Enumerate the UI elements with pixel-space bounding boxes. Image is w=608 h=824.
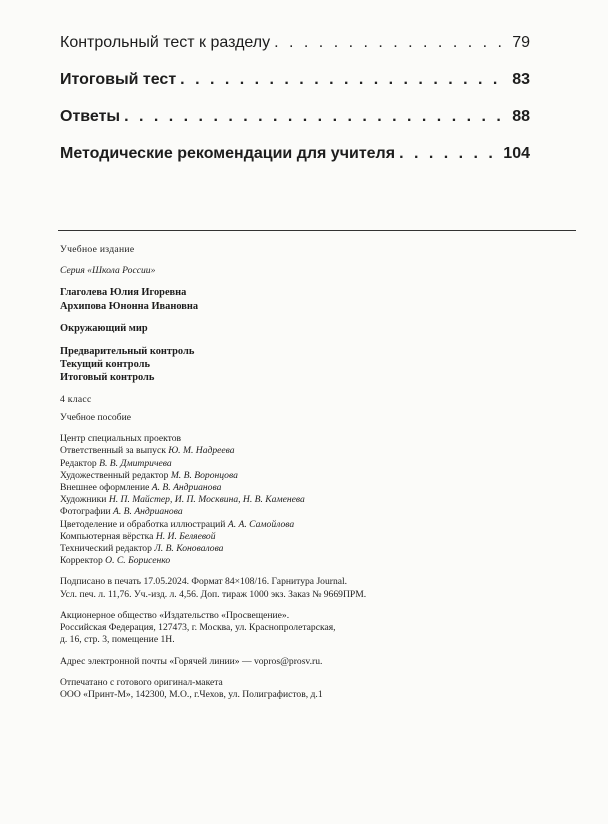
toc-leader-dots — [274, 34, 506, 52]
toc-title: Ответы — [60, 108, 121, 125]
staff-line: Художественный редактор М. В. Воронцова — [60, 469, 238, 481]
print-info-2: Усл. печ. л. 11,76. Уч.-изд. л. 4,56. Доп. тираж 1000 экз. Заказ № 9669ПРМ. — [60, 588, 367, 600]
divider-rule — [58, 230, 576, 231]
toc-title: Контрольный тест к разделу — [60, 34, 271, 51]
toc-page-number: 88 — [512, 108, 530, 125]
staff-line: Ответственный за выпуск Ю. М. Надреева — [60, 445, 235, 457]
toc-leader-dots — [124, 108, 506, 126]
toc-page-number: 79 — [512, 34, 530, 51]
toc-page-number: 83 — [512, 71, 530, 88]
grade: 4 класс — [60, 393, 92, 405]
table-of-contents — [60, 34, 530, 182]
staff-line: Редактор В. В. Дмитричева — [60, 457, 172, 469]
staff-line: Цветоделение и обработка иллюстраций А. А. Самойлова — [60, 518, 295, 530]
control-type-1: Предварительный контроль — [60, 345, 195, 357]
staff-line: Компьютерная вёрстка Н. И. Беляевой — [60, 530, 216, 542]
book-type: Учебное пособие — [60, 412, 131, 424]
hotline-email: Адрес электронной почты «Горячей линии» — vopros@prosv.ru. — [60, 655, 323, 667]
publisher-line-3: д. 16, стр. 3, помещение 1Н. — [60, 634, 175, 646]
special-projects-center: Центр специальных проектов — [60, 433, 182, 445]
toc-entry-final-test — [60, 71, 530, 108]
toc-entry-control-test — [60, 34, 530, 71]
imprint-block — [60, 244, 540, 701]
toc-entry-teacher-guide — [60, 145, 530, 182]
staff-line: Фотографии А. В. Андрианова — [60, 506, 183, 518]
author-2: Архипова Юнонна Ивановна — [60, 300, 199, 312]
subject-title: Окружающий мир — [60, 323, 148, 335]
edition-type: Учебное издание — [60, 244, 135, 255]
printer-info: ООО «Принт-М», 142300, М.О., г.Чехов, ул. Полиграфистов, д.1 — [60, 688, 323, 700]
series: Серия «Школа России» — [60, 265, 156, 277]
staff-line: Корректор О. С. Борисенко — [60, 555, 171, 567]
publisher-line-1: Акционерное общество «Издательство «Просвещение». — [60, 609, 290, 621]
toc-page-number: 104 — [503, 145, 530, 162]
staff-line: Технический редактор Л. В. Коновалова — [60, 543, 224, 555]
author-1: Глаголева Юлия Игоревна — [60, 287, 187, 299]
printed-from: Отпечатано с готового оригинал-макета — [60, 676, 223, 688]
control-type-2: Текущий контроль — [60, 359, 150, 371]
toc-entry-answers — [60, 108, 530, 145]
publisher-line-2: Российская Федерация, 127473, г. Москва, ул. Краснопролетарская, — [60, 622, 336, 634]
staff-line: Художники Н. П. Майстер, И. П. Москвина, Н. В. Каменева — [60, 494, 305, 506]
staff-line: Внешнее оформление А. В. Андрианова — [60, 482, 222, 494]
toc-leader-dots — [180, 71, 506, 89]
print-info-1: Подписано в печать 17.05.2024. Формат 84×108/16. Гарнитура Journal. — [60, 576, 348, 588]
toc-title: Методические рекомендации для учителя — [60, 145, 396, 162]
toc-leader-dots — [399, 145, 499, 163]
control-type-3: Итоговый контроль — [60, 372, 155, 384]
toc-title: Итоговый тест — [60, 71, 177, 88]
